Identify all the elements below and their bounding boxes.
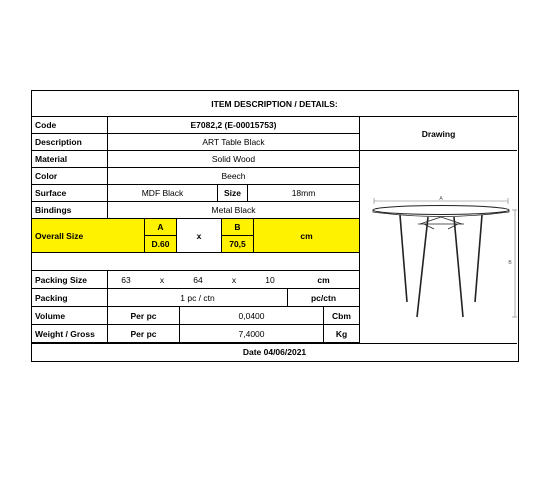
volume-label: Volume — [32, 307, 108, 325]
volume-per: Per pc — [108, 307, 180, 325]
material-label: Material — [32, 151, 108, 168]
bindings-label: Bindings — [32, 202, 108, 219]
packing-size-v2: 64 — [180, 271, 216, 289]
packing-size-v1: 63 — [108, 271, 144, 289]
overall-times: x — [177, 219, 222, 253]
packing-size-unit: cm — [288, 271, 360, 289]
weight-label: Weight / Gross — [32, 325, 108, 343]
weight-unit: Kg — [324, 325, 360, 343]
packing-size-label: Packing Size — [32, 271, 108, 289]
overall-b-header: B — [222, 219, 254, 236]
color-value: Beech — [108, 168, 360, 185]
packing-size-x2: x — [216, 271, 252, 289]
overall-a-header: A — [145, 219, 177, 236]
overall-size-label: Overall Size — [32, 219, 145, 253]
bindings-value: Metal Black — [108, 202, 360, 219]
drawing-area — [360, 151, 517, 345]
item-details-sheet — [31, 90, 519, 362]
dim-b-label: B — [508, 260, 512, 266]
packing-size-v3: 10 — [252, 271, 288, 289]
drawing-header: Drawing — [360, 117, 517, 151]
description-label: Description — [32, 134, 108, 151]
spacer-row — [32, 253, 360, 271]
color-label: Color — [32, 168, 108, 185]
size-label: Size — [218, 185, 248, 202]
packing-unit: pc/ctn — [288, 289, 360, 307]
table-drawing — [360, 151, 517, 345]
packing-value: 1 pc / ctn — [108, 289, 288, 307]
surface-value: MDF Black — [108, 185, 218, 202]
size-value: 18mm — [248, 185, 360, 202]
material-value: Solid Wood — [108, 151, 360, 168]
weight-per: Per pc — [108, 325, 180, 343]
volume-unit: Cbm — [324, 307, 360, 325]
description-value: ART Table Black — [108, 134, 360, 151]
weight-value: 7,4000 — [180, 325, 324, 343]
overall-a-value: D.60 — [145, 236, 177, 253]
sheet-title: ITEM DESCRIPTION / DETAILS: — [32, 91, 517, 117]
packing-size-x1: x — [144, 271, 180, 289]
packing-label: Packing — [32, 289, 108, 307]
overall-unit: cm — [254, 219, 360, 253]
surface-label: Surface — [32, 185, 108, 202]
code-value: E7082,2 (E-00015753) — [108, 117, 360, 134]
date-footer: Date 04/06/2021 — [32, 343, 517, 360]
overall-b-value: 70,5 — [222, 236, 254, 253]
code-label: Code — [32, 117, 108, 134]
dim-a-label: A — [439, 196, 443, 202]
volume-value: 0,0400 — [180, 307, 324, 325]
